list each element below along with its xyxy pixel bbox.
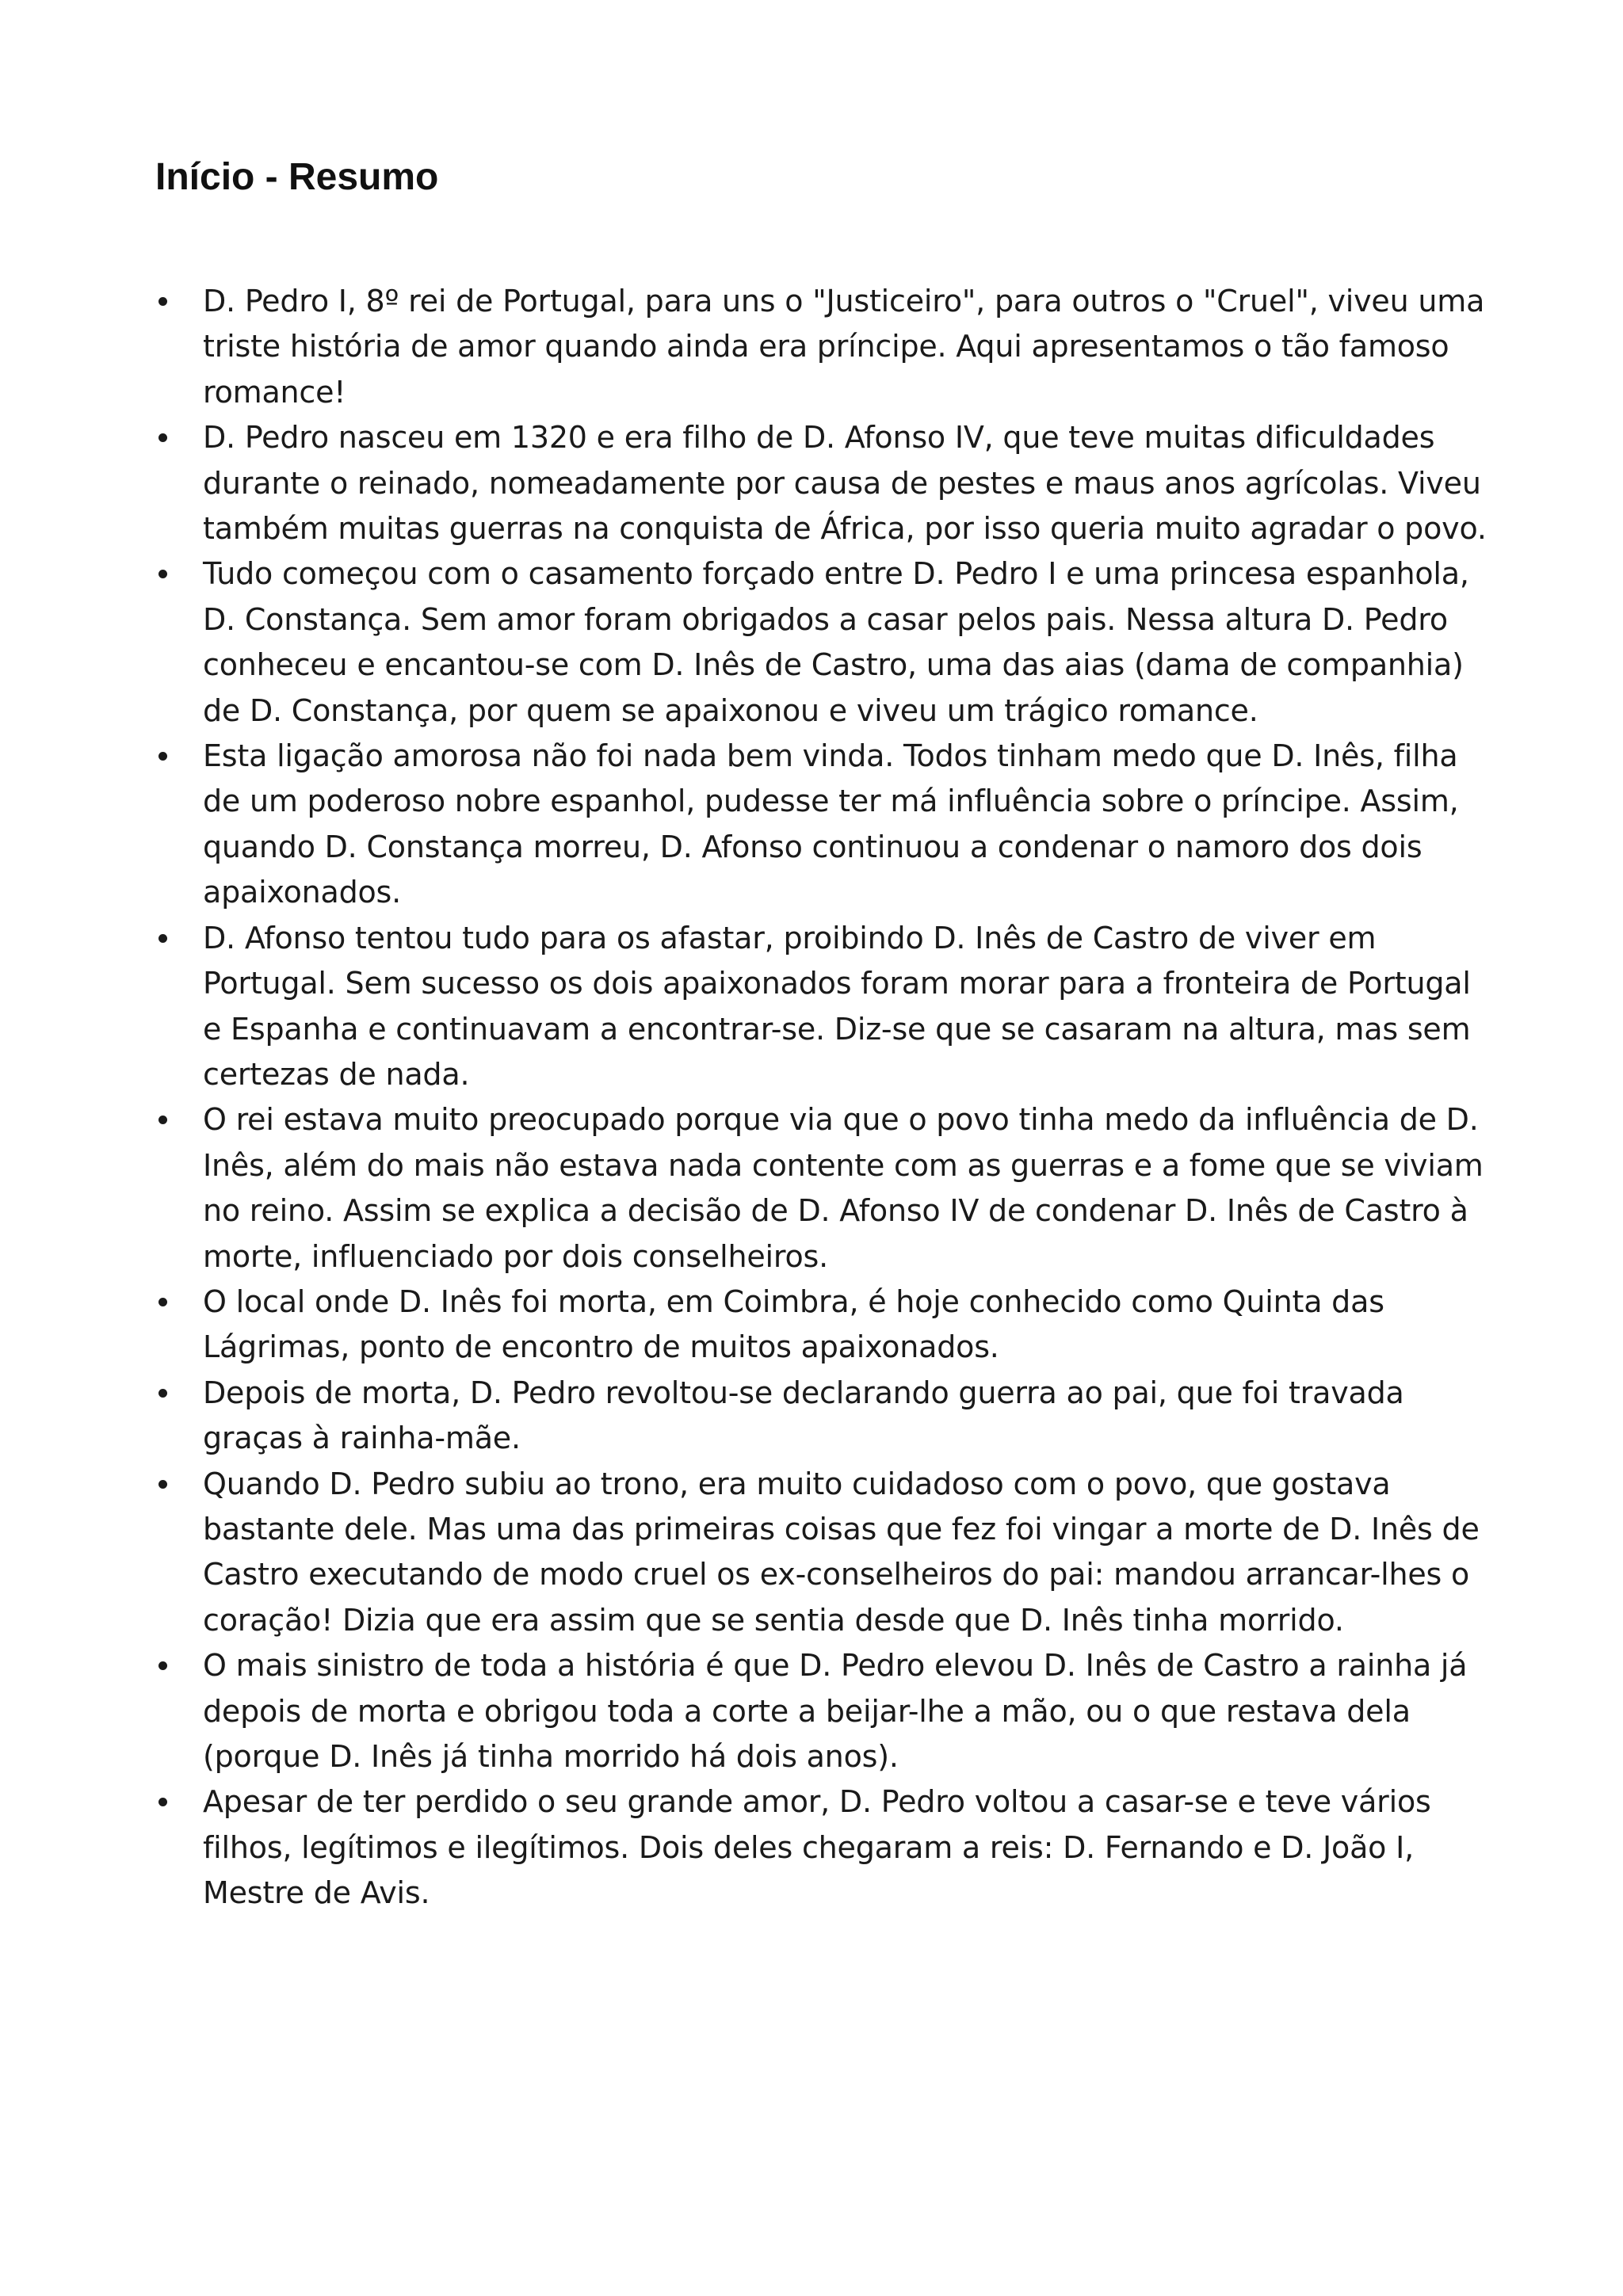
bullet-icon (158, 1298, 167, 1306)
list-item (203, 1280, 1487, 1371)
bullet-icon (158, 433, 167, 442)
list-item-text: O local onde D. Inês foi morta, em Coimbra, é hoje conhecido como Quinta das Lágrimas, ponto de encontro de muitos apaixonados. (203, 1283, 1384, 1365)
bullet-icon (158, 297, 167, 306)
list-item (203, 1779, 1487, 1916)
list-item-text: O mais sinistro de toda a história é que D. Pedro elevou D. Inês de Castro a rainha já depois de morta e obrigou toda a corte a beijar-lhe a mão, ou o que restava dela (porque D. Inês já tinha morrido há dois anos). (203, 1648, 1468, 1774)
bullet-icon (158, 1661, 167, 1670)
bullet-icon (158, 752, 167, 761)
bullet-icon (158, 1480, 167, 1489)
list-item (203, 734, 1487, 916)
list-item-text: D. Afonso tentou tudo para os afastar, proibindo D. Inês de Castro de viver em Portugal. Sem sucesso os dois apaixonados foram morar para a fronteira de Portugal e Espanha e continuavam a encontrar-se. Diz-se que se casaram na altura, mas sem certezas de nada. (203, 920, 1471, 1092)
list-item-text: Depois de morta, D. Pedro revoltou-se declarando guerra ao pai, que foi travada graças à rainha-mãe. (203, 1375, 1404, 1456)
bullet-list (203, 279, 1487, 1917)
list-item (203, 1643, 1487, 1779)
bullet-icon (158, 1389, 167, 1398)
list-item-text: Esta ligação amorosa não foi nada bem vinda. Todos tinham medo que D. Inês, filha de um poderoso nobre espanhol, pudesse ter má influência sobre o príncipe. Assim, quando D. Constança morreu, D. Afonso continuou a condenar o namoro dos dois apaixonados. (203, 738, 1459, 910)
list-item-text: O rei estava muito preocupado porque via que o povo tinha medo da influência de D. Inês, além do mais não estava nada contente com as guerras e a fome que se viviam no reino. Assim se explica a decisão de D. Afonso IV de condenar D. Inês de Castro à morte, influenciado por dois conselheiros. (203, 1102, 1484, 1274)
page-title: Início - Resumo (155, 156, 439, 198)
list-item (203, 279, 1487, 415)
bullet-icon (158, 1116, 167, 1124)
list-item-text: Tudo começou com o casamento forçado entre D. Pedro I e uma princesa espanhola, D. Constança. Sem amor foram obrigados a casar pelos pais. Nessa altura D. Pedro conheceu e encantou-se com D. Inês de Castro, uma das aias (dama de companhia) de D. Constança, por quem se apaixonou e viveu um trágico romance. (203, 556, 1469, 728)
list-item (203, 1097, 1487, 1280)
list-item-text: D. Pedro nasceu em 1320 e era filho de D. Afonso IV, que teve muitas dificuldades durante o reinado, nomeadamente por causa de pestes e maus anos agrícolas. Viveu também muitas guerras na conquista de África, por isso queria muito agradar o povo. (203, 420, 1487, 547)
bullet-icon (158, 934, 167, 943)
bullet-icon (158, 1798, 167, 1806)
list-item (203, 1462, 1487, 1644)
list-item (203, 415, 1487, 551)
list-item (203, 1371, 1487, 1462)
bullet-icon (158, 570, 167, 578)
list-item-text: Quando D. Pedro subiu ao trono, era muito cuidadoso com o povo, que gostava bastante dele. Mas uma das primeiras coisas que fez foi vingar a morte de D. Inês de Castro executando de modo cruel os ex-conselheiros do pai: mandou arrancar-lhes o coração! Dizia que era assim que se sentia desde que D. Inês tinha morrido. (203, 1466, 1480, 1638)
list-item-text: D. Pedro I, 8º rei de Portugal, para uns o "Justiceiro", para outros o "Cruel", viveu uma triste história de amor quando ainda era príncipe. Aqui apresentamos o tão famoso romance! (203, 284, 1485, 410)
list-item (203, 916, 1487, 1098)
list-item (203, 551, 1487, 734)
list-item-text: Apesar de ter perdido o seu grande amor, D. Pedro voltou a casar-se e teve vários filhos, legítimos e ilegítimos. Dois deles chegaram a reis: D. Fernando e D. João I, Mestre de Avis. (203, 1784, 1431, 1911)
